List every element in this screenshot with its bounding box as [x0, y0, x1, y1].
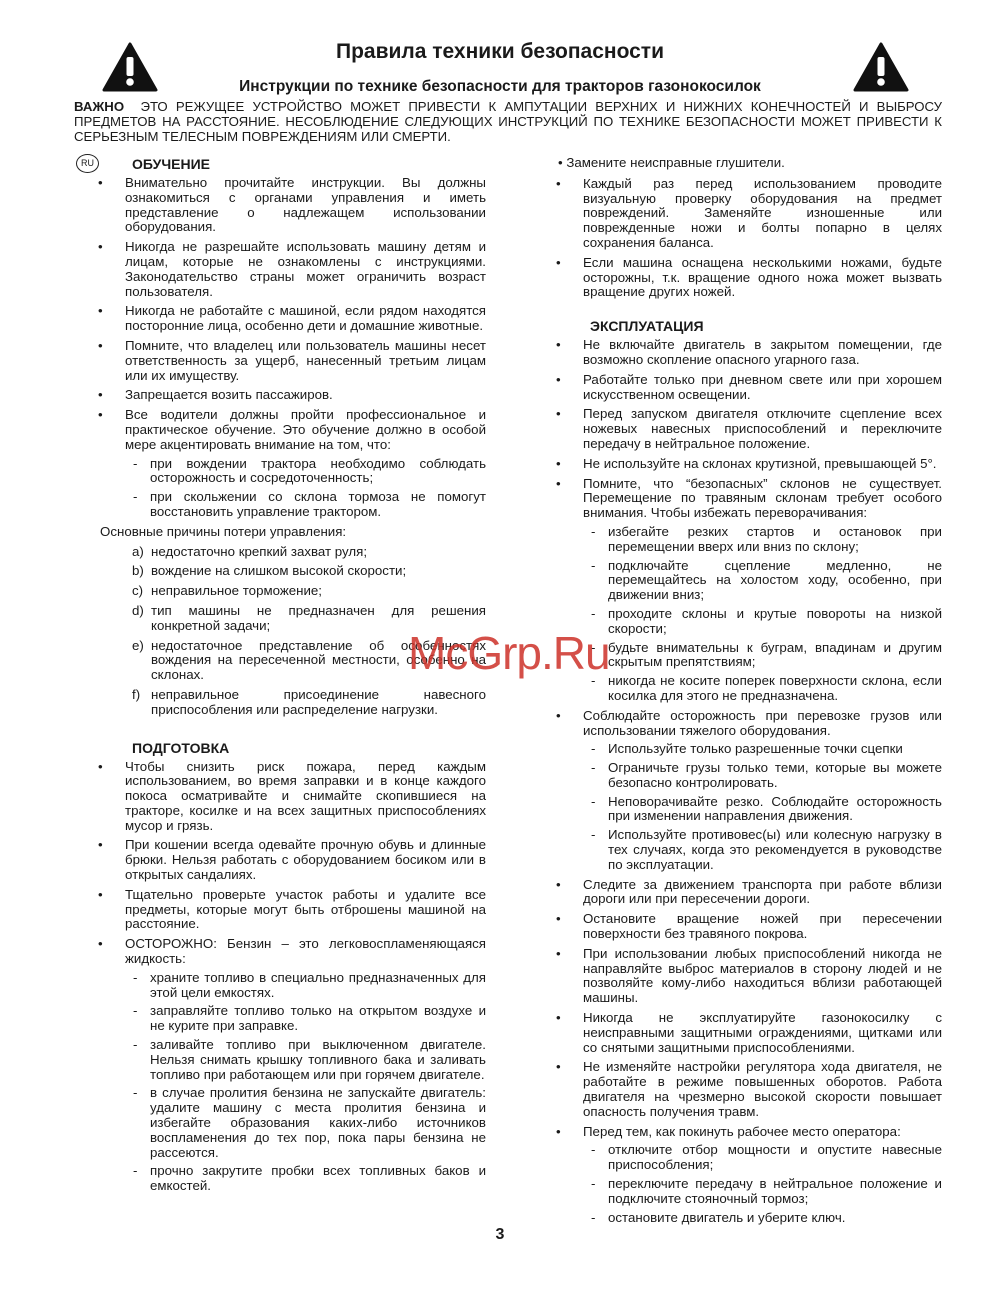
sublist-item: - подключайте сцепление медленно, не перемещайтесь на холостом ходу, особенно, при движении вниз; [583, 559, 942, 603]
list-item: • Если машина оснащена несколькими ножами, будьте осторожны, т.к. вращение одного ножа может вызвать вращение других ножей. [554, 256, 942, 300]
list-item-text: Помните, что “безопасных” склонов не существует. Перемещение по травяным склонам требует особого внимания. Чтобы избежать переворачивания: [583, 475, 942, 521]
causes-intro: Основные причины потери управления: [100, 523, 347, 539]
left-column [96, 156, 486, 1199]
maintenance-list [554, 177, 942, 300]
language-badge: RU [76, 154, 99, 173]
sublist-item: - будьте внимательны к буграм, впадинам и другим скрытым препятствиям; [583, 641, 942, 671]
list-item: • Помните, что владелец или пользователь машины несет ответственность за ущерб, нанесенный третьим лицам или их имуществу. [96, 339, 486, 383]
sublist-item: - Используйте противовес(ы) или колесную нагрузку в тех случаях, когда это рекомендуется в руководстве по эксплуатации. [583, 828, 942, 872]
section-heading-preparation: ПОДГОТОВКА [132, 739, 230, 756]
sublist-item: - остановите двигатель и уберите ключ. [583, 1211, 942, 1226]
list-item: • Чтобы снизить риск пожара, перед каждым использованием, во время заправки и в конце каждого покоса осматривайте и снимайте скопившиеся на тракторе, косилке и на всех защитных приспособлениях мусор и грязь. [96, 760, 486, 834]
list-item: • Запрещается возить пассажиров. [96, 388, 486, 403]
sublist-item: - Неповорачивайте резко. Соблюдайте осторожность при изменении направления движения. [583, 795, 942, 825]
list-item: • Тщательно проверьте участок работы и удалите все предметы, которые могут быть отброшены машиной на расстояние. [96, 888, 486, 932]
list-item [96, 937, 486, 1194]
training-list [96, 176, 486, 520]
fuel-sublist [125, 971, 486, 1194]
page-subtitle: Инструкции по технике безопасности для тракторов газонокосилок [239, 78, 761, 95]
cause-letter: b) [132, 563, 144, 579]
list-item: • При кошении всегда одевайте прочную обувь и длинные брюки. Нельзя работать с оборудованием босиком или в открытых сандалиях. [96, 838, 486, 882]
cause-letter: c) [132, 583, 144, 599]
list-item [554, 1125, 942, 1226]
cause-letter: a) [132, 543, 144, 559]
page-title: Правила техники безопасности [335, 40, 665, 63]
list-item-text: Все водители должны пройти профессиональное и практическое обучение. Это обучение должно в особой мере акцентировать внимание на том, что: [125, 407, 486, 452]
list-item: • Работайте только при дневном свете или при хорошем искусственном освещении. [554, 373, 942, 403]
list-item [554, 477, 942, 704]
list-item: • Не используйте на склонах крутизной, превышающей 5°. [554, 457, 942, 472]
list-item: • Никогда не работайте с машиной, если рядом находятся посторонние лица, особенно дети и домашние животные. [96, 304, 486, 334]
list-item: • Остановите вращение ножей при пересечении поверхности без травяного покрова. [554, 912, 942, 942]
section-heading-operation: ЭКСПЛУАТАЦИЯ [590, 318, 704, 335]
sublist-item: - при вождении трактора необходимо соблюдать осторожность и сосредоточенность; [125, 457, 486, 487]
list-item: • Перед запуском двигателя отключите сцепление всех ножевых навесных приспособлений и переключите передачу в нейтральное положение. [554, 407, 942, 451]
list-item: • Никогда не эксплуатируйте газонокосилку с неисправными защитными ограждениями, щитками или со снятыми защитными приспособлениями. [554, 1011, 942, 1055]
sublist-item: - Ограничьте грузы только теми, которые вы можете безопасно контролировать. [583, 761, 942, 791]
cause-text: недостаточно крепкий захват руля; [151, 543, 368, 559]
cause-item [132, 686, 486, 718]
section-heading-training: ОБУЧЕНИЕ [132, 156, 210, 172]
list-item: • При использовании любых приспособлений никогда не направляйте выброс материалов в сторону людей и не позволяйте кому-либо находиться вблизи работающей машины. [554, 947, 942, 1006]
list-item-text: ОСТОРОЖНО: Бензин – это легковоспламеняющаяся жидкость: [125, 936, 486, 967]
watermark: McGrp.Ru [408, 627, 610, 679]
important-text: ЭТО РЕЖУЩЕЕ УСТРОЙСТВО МОЖЕТ ПРИВЕСТИ К АМПУТАЦИИ ВЕРХНИХ И НИЖНИХ КОНЕЧНОСТЕЙ И ВЫБРОСУ ПРЕДМЕТОВ НА РАССТОЯНИЕ. НЕСОБЛЮДЕНИЕ СЛЕДУЮЩИХ ИНСТРУКЦИЙ ПО ТЕХНИКЕ БЕЗОПАСНОСТИ МОЖЕТ ПРИВЕСТИ К СЕРЬЕЗНЫМ ТЕЛЕСНЫМ ПОВРЕЖДЕНИЯМ ИЛИ СМЕРТИ. [74, 99, 943, 144]
cause-item [132, 602, 486, 634]
list-item: • Никогда не разрешайте использовать машину детям и лицам, которые не ознакомлены с инструкциями. Законодательство страны может ограничить возраст пользователя. [96, 240, 486, 299]
causes-list [132, 543, 486, 718]
right-column [554, 156, 942, 1230]
cause-text: недостаточное представление об особенностях вождения на пересеченной местности, особенно на склонах. [151, 637, 486, 683]
important-label: ВАЖНО [74, 99, 125, 114]
load-sublist [583, 742, 942, 872]
list-item [554, 709, 942, 873]
list-item: • Каждый раз перед использованием проводите визуальную проверку оборудования на предмет повреждений. Заменяйте изношенные или поврежденные ножи и болты попарно в целях сохранения баланса. [554, 177, 942, 251]
cause-text: неправильное присоединение навесного приспособления или распределение нагрузки. [151, 686, 486, 717]
sublist-item: - заправляйте топливо только на открытом воздухе и не курите при заправке. [125, 1004, 486, 1034]
cause-letter: f) [132, 686, 141, 702]
sublist-item: - никогда не косите поперек поверхности склона, если косилка для этого не предназначена. [583, 674, 942, 704]
cause-text: неправильное торможение; [151, 583, 323, 599]
page-number: 3 [495, 1226, 505, 1243]
list-item: • Не включайте двигатель в закрытом помещении, где возможно скопление опасного угарного газа. [554, 338, 942, 368]
list-item: • Следите за движением транспорта при работе вблизи дороги или при пересечении дороги. [554, 878, 942, 908]
cause-letter: d) [132, 602, 144, 618]
sublist-item: - прочно закрутите пробки всех топливных баков и емкостей. [125, 1164, 486, 1194]
list-item [96, 408, 486, 520]
cause-item [132, 543, 486, 560]
list-item: • Замените неисправные глушители. [558, 156, 942, 171]
cause-item [132, 563, 486, 579]
list-item-text: Перед тем, как покинуть рабочее место оператора: [583, 1123, 901, 1139]
sublist-item: - избегайте резких стартов и остановок при перемещении вверх или вниз по склону; [583, 525, 942, 555]
sublist-item: - в случае пролития бензина не запускайте двигатель: удалите машину с места пролития бензина и избегайте образования каких-либо источников воспламенения до тех пор, пока пары бензина не рассеются. [125, 1086, 486, 1160]
cause-text: тип машины не предназначен для решения конкретной задачи; [151, 602, 486, 633]
list-item-text: Соблюдайте осторожность при перевозке грузов или использовании тяжелого оборудования. [583, 707, 942, 738]
sublist-item: - Используйте только разрешенные точки сцепки [583, 742, 942, 757]
cause-item [132, 637, 486, 683]
sublist-item: - переключите передачу в нейтральное положение и подключите стояночный тормоз; [583, 1177, 942, 1207]
slope-sublist [583, 525, 942, 704]
training-sublist [125, 457, 486, 520]
sublist-item: - проходите склоны и крутые повороты на низкой скорости; [583, 607, 942, 637]
cause-letter: e) [132, 637, 144, 653]
sublist-item: - при скольжении со склона тормоза не помогут восстановить управление трактором. [125, 490, 486, 520]
leave-sublist [583, 1143, 942, 1225]
operation-list [554, 338, 942, 1225]
sublist-item: - заливайте топливо при выключенном двигателе. Нельзя снимать крышку топливного бака и заливать топливо при работающем или при горячем двигателе. [125, 1038, 486, 1082]
cause-item [132, 583, 486, 599]
list-item: • Не изменяйте настройки регулятора хода двигателя, не работайте в режиме повышенных оборотов. Работа двигателя на чрезмерно высокой скорости повышает опасность получения травм. [554, 1060, 942, 1119]
list-item: • Внимательно прочитайте инструкции. Вы должны ознакомиться с органами управления и иметь представление о надлежащем использовании оборудования. [96, 176, 486, 235]
sublist-item: - храните топливо в специально предназначенных для этой цели емкостях. [125, 971, 486, 1001]
preparation-list [96, 760, 486, 1195]
important-notice [74, 99, 942, 144]
sublist-item: - отключите отбор мощности и опустите навесные приспособления; [583, 1143, 942, 1173]
cause-text: вождение на слишком высокой скорости; [151, 563, 407, 579]
